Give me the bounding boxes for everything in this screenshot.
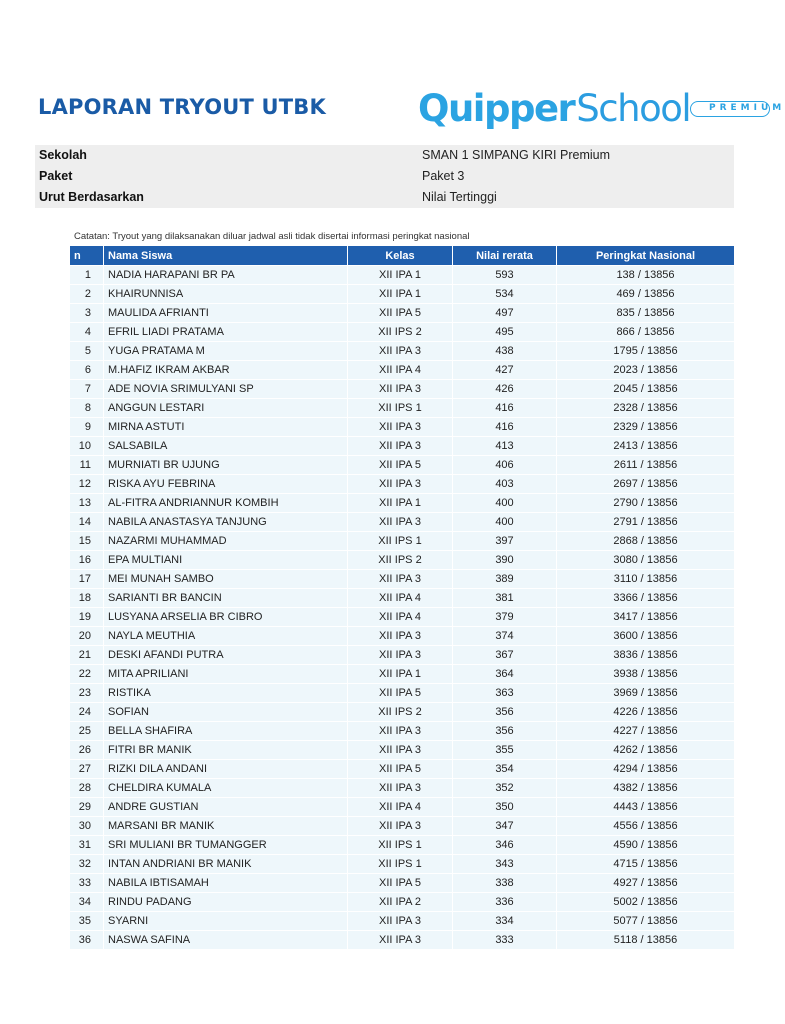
cell-n: 26 <box>70 740 104 759</box>
cell-peringkat-nasional: 2045 / 13856 <box>557 379 734 398</box>
table-row <box>70 626 734 645</box>
cell-nilai-rerata: 374 <box>453 626 557 645</box>
cell-nilai-rerata: 352 <box>453 778 557 797</box>
cell-nama-siswa: YUGA PRATAMA M <box>104 341 348 360</box>
cell-kelas: XII IPA 5 <box>348 759 453 778</box>
cell-nama-siswa: MAULIDA AFRIANTI <box>104 303 348 322</box>
table-row <box>70 835 734 854</box>
cell-nama-siswa: SRI MULIANI BR TUMANGGER <box>104 835 348 854</box>
cell-kelas: XII IPA 3 <box>348 341 453 360</box>
cell-kelas: XII IPS 2 <box>348 322 453 341</box>
cell-nama-siswa: AL-FITRA ANDRIANNUR KOMBIH <box>104 493 348 512</box>
cell-peringkat-nasional: 866 / 13856 <box>557 322 734 341</box>
header-n: n <box>70 246 104 265</box>
cell-peringkat-nasional: 138 / 13856 <box>557 265 734 284</box>
cell-peringkat-nasional: 2328 / 13856 <box>557 398 734 417</box>
cell-n: 22 <box>70 664 104 683</box>
table-row <box>70 607 734 626</box>
table-row <box>70 797 734 816</box>
cell-nama-siswa: SYARNI <box>104 911 348 930</box>
report-info-panel <box>35 145 734 208</box>
table-row <box>70 303 734 322</box>
table-row <box>70 569 734 588</box>
cell-nilai-rerata: 350 <box>453 797 557 816</box>
cell-nama-siswa: BELLA SHAFIRA <box>104 721 348 740</box>
cell-peringkat-nasional: 3366 / 13856 <box>557 588 734 607</box>
table-body <box>70 265 734 949</box>
cell-nilai-rerata: 379 <box>453 607 557 626</box>
cell-nilai-rerata: 416 <box>453 417 557 436</box>
cell-n: 35 <box>70 911 104 930</box>
cell-kelas: XII IPA 1 <box>348 284 453 303</box>
cell-peringkat-nasional: 4294 / 13856 <box>557 759 734 778</box>
table-row <box>70 645 734 664</box>
info-row-urut <box>35 187 734 208</box>
cell-nilai-rerata: 427 <box>453 360 557 379</box>
cell-n: 10 <box>70 436 104 455</box>
cell-peringkat-nasional: 4227 / 13856 <box>557 721 734 740</box>
cell-kelas: XII IPA 5 <box>348 873 453 892</box>
cell-nilai-rerata: 403 <box>453 474 557 493</box>
cell-kelas: XII IPS 1 <box>348 835 453 854</box>
cell-peringkat-nasional: 4715 / 13856 <box>557 854 734 873</box>
table-row <box>70 322 734 341</box>
cell-n: 27 <box>70 759 104 778</box>
cell-kelas: XII IPA 1 <box>348 493 453 512</box>
cell-n: 17 <box>70 569 104 588</box>
cell-nilai-rerata: 534 <box>453 284 557 303</box>
cell-peringkat-nasional: 4226 / 13856 <box>557 702 734 721</box>
cell-n: 32 <box>70 854 104 873</box>
cell-nilai-rerata: 593 <box>453 265 557 284</box>
cell-nilai-rerata: 356 <box>453 721 557 740</box>
cell-n: 36 <box>70 930 104 949</box>
results-table <box>70 246 734 949</box>
info-label: Sekolah <box>39 148 87 162</box>
cell-nama-siswa: LUSYANA ARSELIA BR CIBRO <box>104 607 348 626</box>
cell-nama-siswa: ADE NOVIA SRIMULYANI SP <box>104 379 348 398</box>
info-row-sekolah <box>35 145 734 166</box>
cell-nilai-rerata: 364 <box>453 664 557 683</box>
cell-kelas: XII IPA 3 <box>348 930 453 949</box>
cell-kelas: XII IPA 4 <box>348 607 453 626</box>
table-row <box>70 759 734 778</box>
cell-nama-siswa: SALSABILA <box>104 436 348 455</box>
cell-peringkat-nasional: 2413 / 13856 <box>557 436 734 455</box>
cell-n: 18 <box>70 588 104 607</box>
cell-nama-siswa: RISTIKA <box>104 683 348 702</box>
cell-n: 5 <box>70 341 104 360</box>
cell-peringkat-nasional: 3836 / 13856 <box>557 645 734 664</box>
table-row <box>70 512 734 531</box>
table-row <box>70 702 734 721</box>
cell-n: 8 <box>70 398 104 417</box>
cell-nama-siswa: ANDRE GUSTIAN <box>104 797 348 816</box>
cell-kelas: XII IPA 3 <box>348 417 453 436</box>
cell-peringkat-nasional: 3417 / 13856 <box>557 607 734 626</box>
cell-nama-siswa: M.HAFIZ IKRAM AKBAR <box>104 360 348 379</box>
cell-n: 33 <box>70 873 104 892</box>
cell-kelas: XII IPA 3 <box>348 512 453 531</box>
cell-nama-siswa: MITA APRILIANI <box>104 664 348 683</box>
cell-nilai-rerata: 438 <box>453 341 557 360</box>
cell-nilai-rerata: 400 <box>453 493 557 512</box>
cell-kelas: XII IPA 3 <box>348 626 453 645</box>
cell-peringkat-nasional: 3110 / 13856 <box>557 569 734 588</box>
cell-nama-siswa: ANGGUN LESTARI <box>104 398 348 417</box>
table-row <box>70 455 734 474</box>
table-row <box>70 911 734 930</box>
cell-kelas: XII IPA 3 <box>348 569 453 588</box>
table-row <box>70 930 734 949</box>
table-row <box>70 721 734 740</box>
cell-nilai-rerata: 334 <box>453 911 557 930</box>
cell-n: 24 <box>70 702 104 721</box>
cell-kelas: XII IPA 5 <box>348 683 453 702</box>
cell-nama-siswa: MEI MUNAH SAMBO <box>104 569 348 588</box>
cell-kelas: XII IPA 3 <box>348 721 453 740</box>
cell-nama-siswa: KHAIRUNNISA <box>104 284 348 303</box>
cell-kelas: XII IPS 2 <box>348 550 453 569</box>
quipper-school-logo <box>418 84 785 132</box>
cell-n: 19 <box>70 607 104 626</box>
cell-kelas: XII IPA 4 <box>348 797 453 816</box>
cell-peringkat-nasional: 2329 / 13856 <box>557 417 734 436</box>
table-row <box>70 379 734 398</box>
cell-kelas: XII IPA 1 <box>348 265 453 284</box>
table-row <box>70 284 734 303</box>
table-row <box>70 398 734 417</box>
cell-nama-siswa: DESKI AFANDI PUTRA <box>104 645 348 664</box>
cell-nilai-rerata: 336 <box>453 892 557 911</box>
header-nama-siswa: Nama Siswa <box>104 246 348 265</box>
cell-nilai-rerata: 367 <box>453 645 557 664</box>
cell-nama-siswa: MARSANI BR MANIK <box>104 816 348 835</box>
cell-kelas: XII IPA 3 <box>348 816 453 835</box>
table-row <box>70 816 734 835</box>
cell-nilai-rerata: 406 <box>453 455 557 474</box>
cell-peringkat-nasional: 3969 / 13856 <box>557 683 734 702</box>
cell-n: 9 <box>70 417 104 436</box>
cell-n: 3 <box>70 303 104 322</box>
cell-kelas: XII IPS 2 <box>348 702 453 721</box>
cell-peringkat-nasional: 469 / 13856 <box>557 284 734 303</box>
cell-kelas: XII IPA 3 <box>348 911 453 930</box>
cell-peringkat-nasional: 3600 / 13856 <box>557 626 734 645</box>
cell-n: 23 <box>70 683 104 702</box>
cell-nama-siswa: EPA MULTIANI <box>104 550 348 569</box>
table-row <box>70 417 734 436</box>
table-row <box>70 740 734 759</box>
cell-n: 13 <box>70 493 104 512</box>
table-row <box>70 683 734 702</box>
cell-peringkat-nasional: 2791 / 13856 <box>557 512 734 531</box>
cell-nama-siswa: NADIA HARAPANI BR PA <box>104 265 348 284</box>
cell-nama-siswa: MURNIATI BR UJUNG <box>104 455 348 474</box>
report-note: Catatan: Tryout yang dilaksanakan diluar jadwal asli tidak disertai informasi peringkat nasional <box>74 231 470 242</box>
table-row <box>70 341 734 360</box>
info-row-paket <box>35 166 734 187</box>
cell-kelas: XII IPA 5 <box>348 303 453 322</box>
cell-peringkat-nasional: 4927 / 13856 <box>557 873 734 892</box>
cell-nilai-rerata: 354 <box>453 759 557 778</box>
cell-nama-siswa: SOFIAN <box>104 702 348 721</box>
table-row <box>70 664 734 683</box>
table-row <box>70 436 734 455</box>
cell-peringkat-nasional: 835 / 13856 <box>557 303 734 322</box>
logo-school-text: School <box>576 86 691 130</box>
logo-premium-badge: PREMIUM <box>690 101 770 117</box>
cell-n: 20 <box>70 626 104 645</box>
cell-nama-siswa: RIZKI DILA ANDANI <box>104 759 348 778</box>
table-row <box>70 265 734 284</box>
header-nilai-rerata: Nilai rerata <box>453 246 557 265</box>
table-row <box>70 892 734 911</box>
cell-nilai-rerata: 333 <box>453 930 557 949</box>
cell-nilai-rerata: 497 <box>453 303 557 322</box>
cell-nama-siswa: MIRNA ASTUTI <box>104 417 348 436</box>
info-label: Paket <box>39 169 73 183</box>
cell-nilai-rerata: 495 <box>453 322 557 341</box>
cell-nilai-rerata: 397 <box>453 531 557 550</box>
cell-kelas: XII IPA 3 <box>348 740 453 759</box>
cell-n: 11 <box>70 455 104 474</box>
cell-peringkat-nasional: 5118 / 13856 <box>557 930 734 949</box>
cell-n: 21 <box>70 645 104 664</box>
cell-kelas: XII IPA 4 <box>348 588 453 607</box>
cell-nilai-rerata: 390 <box>453 550 557 569</box>
cell-n: 16 <box>70 550 104 569</box>
cell-peringkat-nasional: 1795 / 13856 <box>557 341 734 360</box>
cell-kelas: XII IPA 3 <box>348 645 453 664</box>
report-title: LAPORAN TRYOUT UTBK <box>38 95 326 119</box>
cell-peringkat-nasional: 2611 / 13856 <box>557 455 734 474</box>
table-row <box>70 778 734 797</box>
table-header-row <box>70 246 734 265</box>
cell-n: 34 <box>70 892 104 911</box>
cell-nama-siswa: NAYLA MEUTHIA <box>104 626 348 645</box>
cell-nama-siswa: NAZARMI MUHAMMAD <box>104 531 348 550</box>
cell-nama-siswa: NABILA IBTISAMAH <box>104 873 348 892</box>
cell-kelas: XII IPA 3 <box>348 778 453 797</box>
cell-nilai-rerata: 343 <box>453 854 557 873</box>
cell-kelas: XII IPA 3 <box>348 436 453 455</box>
table-row <box>70 360 734 379</box>
cell-nama-siswa: NABILA ANASTASYA TANJUNG <box>104 512 348 531</box>
cell-peringkat-nasional: 3938 / 13856 <box>557 664 734 683</box>
table-row <box>70 493 734 512</box>
cell-nama-siswa: FITRI BR MANIK <box>104 740 348 759</box>
cell-nilai-rerata: 381 <box>453 588 557 607</box>
cell-nama-siswa: EFRIL LIADI PRATAMA <box>104 322 348 341</box>
cell-n: 12 <box>70 474 104 493</box>
cell-nilai-rerata: 347 <box>453 816 557 835</box>
table-row <box>70 588 734 607</box>
cell-n: 2 <box>70 284 104 303</box>
cell-nilai-rerata: 416 <box>453 398 557 417</box>
cell-n: 15 <box>70 531 104 550</box>
header-peringkat-nasional: Peringkat Nasional <box>557 246 734 265</box>
cell-peringkat-nasional: 2697 / 13856 <box>557 474 734 493</box>
table-row <box>70 854 734 873</box>
cell-n: 25 <box>70 721 104 740</box>
cell-n: 6 <box>70 360 104 379</box>
table-row <box>70 873 734 892</box>
cell-nama-siswa: CHELDIRA KUMALA <box>104 778 348 797</box>
cell-n: 30 <box>70 816 104 835</box>
cell-nilai-rerata: 363 <box>453 683 557 702</box>
header-kelas: Kelas <box>348 246 453 265</box>
logo-quipper-text: Quipper <box>418 86 575 130</box>
table-row <box>70 550 734 569</box>
cell-kelas: XII IPA 5 <box>348 455 453 474</box>
cell-nama-siswa: RISKA AYU FEBRINA <box>104 474 348 493</box>
cell-nilai-rerata: 413 <box>453 436 557 455</box>
cell-kelas: XII IPS 1 <box>348 398 453 417</box>
cell-nilai-rerata: 389 <box>453 569 557 588</box>
cell-nilai-rerata: 355 <box>453 740 557 759</box>
cell-nilai-rerata: 346 <box>453 835 557 854</box>
cell-peringkat-nasional: 4443 / 13856 <box>557 797 734 816</box>
cell-peringkat-nasional: 2790 / 13856 <box>557 493 734 512</box>
cell-peringkat-nasional: 4590 / 13856 <box>557 835 734 854</box>
cell-nilai-rerata: 426 <box>453 379 557 398</box>
cell-peringkat-nasional: 4262 / 13856 <box>557 740 734 759</box>
cell-kelas: XII IPA 4 <box>348 360 453 379</box>
cell-nama-siswa: RINDU PADANG <box>104 892 348 911</box>
cell-peringkat-nasional: 4382 / 13856 <box>557 778 734 797</box>
cell-n: 1 <box>70 265 104 284</box>
cell-kelas: XII IPA 2 <box>348 892 453 911</box>
cell-nama-siswa: NASWA SAFINA <box>104 930 348 949</box>
info-label: Urut Berdasarkan <box>39 190 144 204</box>
cell-nilai-rerata: 400 <box>453 512 557 531</box>
cell-peringkat-nasional: 2023 / 13856 <box>557 360 734 379</box>
cell-nama-siswa: INTAN ANDRIANI BR MANIK <box>104 854 348 873</box>
cell-peringkat-nasional: 5077 / 13856 <box>557 911 734 930</box>
cell-n: 31 <box>70 835 104 854</box>
cell-peringkat-nasional: 5002 / 13856 <box>557 892 734 911</box>
cell-kelas: XII IPA 1 <box>348 664 453 683</box>
cell-nilai-rerata: 356 <box>453 702 557 721</box>
info-value: SMAN 1 SIMPANG KIRI Premium <box>422 148 610 162</box>
cell-n: 4 <box>70 322 104 341</box>
cell-peringkat-nasional: 4556 / 13856 <box>557 816 734 835</box>
cell-peringkat-nasional: 2868 / 13856 <box>557 531 734 550</box>
cell-nilai-rerata: 338 <box>453 873 557 892</box>
cell-n: 28 <box>70 778 104 797</box>
table-row <box>70 474 734 493</box>
table-row <box>70 531 734 550</box>
info-value: Paket 3 <box>422 169 465 183</box>
cell-kelas: XII IPS 1 <box>348 854 453 873</box>
cell-n: 7 <box>70 379 104 398</box>
cell-kelas: XII IPS 1 <box>348 531 453 550</box>
cell-kelas: XII IPA 3 <box>348 474 453 493</box>
cell-kelas: XII IPA 3 <box>348 379 453 398</box>
cell-nama-siswa: SARIANTI BR BANCIN <box>104 588 348 607</box>
info-value: Nilai Tertinggi <box>422 190 497 204</box>
cell-n: 14 <box>70 512 104 531</box>
cell-peringkat-nasional: 3080 / 13856 <box>557 550 734 569</box>
cell-n: 29 <box>70 797 104 816</box>
